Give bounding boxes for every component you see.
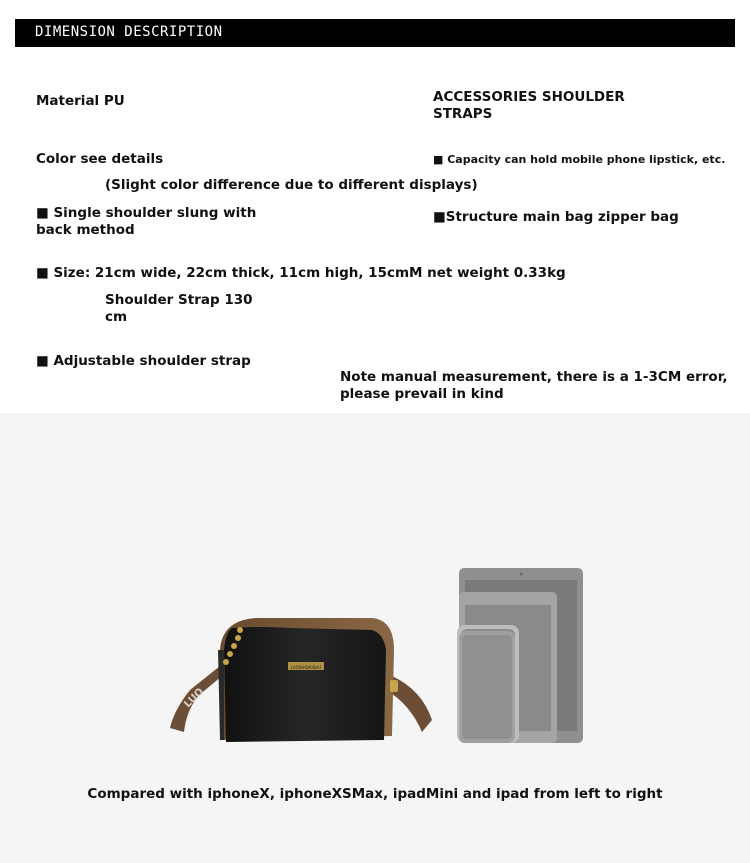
spec-note: Note manual measurement, there is a 1-3CM error, please prevail in kind	[340, 369, 728, 402]
brand-label: LAOSHIDAISHU	[290, 665, 322, 670]
spec-accessories: ACCESSORIES SHOULDER STRAPS	[433, 89, 625, 122]
spec-method: ■ Single shoulder slung with back method	[36, 205, 257, 238]
spec-capacity: ■ Capacity can hold mobile phone lipstick, etc.	[433, 153, 726, 166]
comparison-caption: Compared with iphoneX, iphoneXSMax, ipadMini and ipad from left to right	[87, 786, 663, 802]
spec-structure: ■Structure main bag zipper bag	[433, 209, 679, 225]
device-comparison-image	[452, 565, 592, 750]
bag-body	[224, 627, 386, 742]
spec-size: ■ Size: 21cm wide, 22cm thick, 11cm high, 15cmM net weight 0.33kg	[36, 265, 566, 281]
spec-color: Color see details	[36, 151, 164, 167]
strap-lettering: LUO	[182, 686, 207, 711]
iphone-x-screen	[462, 635, 512, 739]
bag-edge	[218, 650, 224, 740]
spec-material: Material PU	[36, 93, 125, 109]
spec-strap: Shoulder Strap 130 cm	[105, 292, 253, 325]
spec-color-note: (Slight color difference due to different displays)	[105, 177, 478, 193]
header-bar	[15, 19, 735, 47]
shoulder-bag-image	[160, 590, 440, 750]
spec-adjustable: ■ Adjustable shoulder strap	[36, 353, 251, 369]
header-title: DIMENSION DESCRIPTION	[35, 24, 223, 40]
